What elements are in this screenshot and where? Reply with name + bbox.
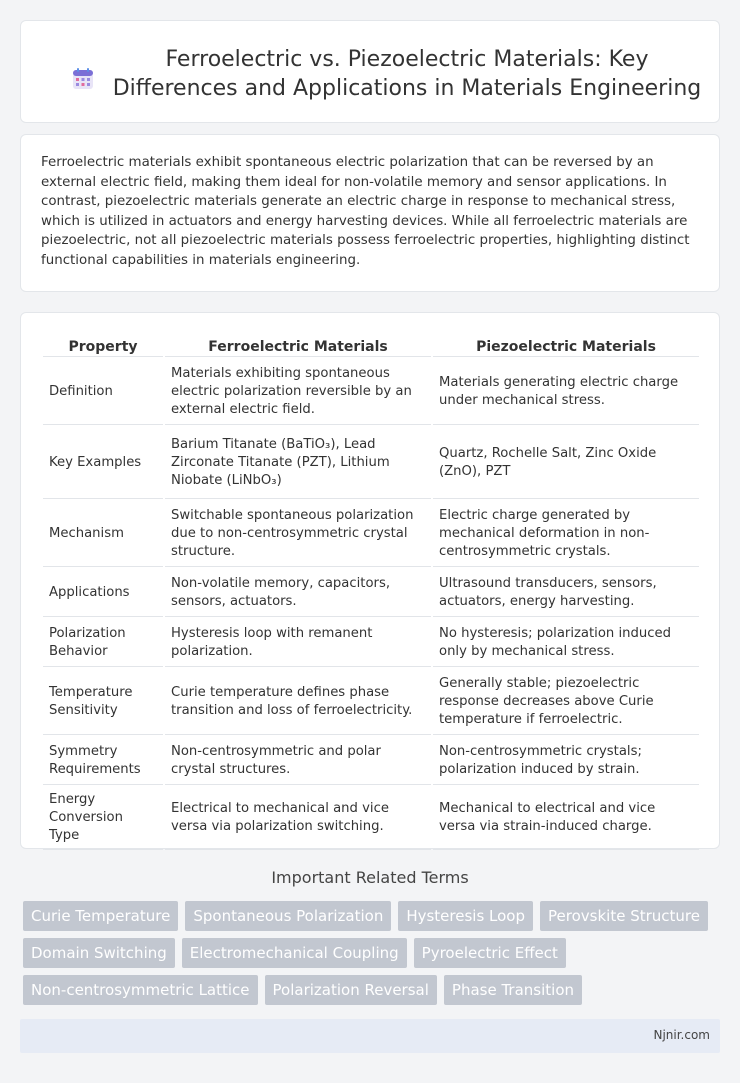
row-ferroelectric: Non-centrosymmetric and polar crystal structures. <box>165 737 431 785</box>
row-piezoelectric: No hysteresis; polarization induced only by mechanical stress. <box>433 619 699 667</box>
table-row <box>43 787 699 850</box>
related-terms-title: Important Related Terms <box>271 868 469 887</box>
row-property: Definition <box>43 359 163 425</box>
table-row <box>43 737 699 785</box>
related-term-tag[interactable]: Non-centrosymmetric Lattice <box>23 975 258 1005</box>
related-term-tag[interactable]: Phase Transition <box>444 975 582 1005</box>
intro-card <box>20 134 720 292</box>
row-piezoelectric: Ultrasound transducers, sensors, actuators, energy harvesting. <box>433 569 699 617</box>
row-property: Applications <box>43 569 163 617</box>
row-piezoelectric: Non-centrosymmetric crystals; polarization induced by strain. <box>433 737 699 785</box>
table-row <box>43 569 699 617</box>
row-ferroelectric: Hysteresis loop with remanent polarization. <box>165 619 431 667</box>
title-card <box>20 20 720 123</box>
comparison-table <box>41 331 701 852</box>
table-row <box>43 501 699 567</box>
related-term-tag[interactable]: Perovskite Structure <box>540 901 708 931</box>
table-row <box>43 427 699 499</box>
row-ferroelectric: Non-volatile memory, capacitors, sensors, actuators. <box>165 569 431 617</box>
table-row <box>43 359 699 425</box>
row-property: Temperature Sensitivity <box>43 669 163 735</box>
related-term-tag[interactable]: Electromechanical Coupling <box>182 938 407 968</box>
row-ferroelectric: Materials exhibiting spontaneous electric polarization reversible by an external electric field. <box>165 359 431 425</box>
row-ferroelectric: Curie temperature defines phase transition and loss of ferroelectricity. <box>165 669 431 735</box>
table-row <box>43 619 699 667</box>
intro-paragraph: Ferroelectric materials exhibit spontaneous electric polarization that can be reversed by an external electric field, making them ideal for non-volatile memory and sensor applications. In contrast, piezoelectric materials generate an electric charge in response to mechanical stress, which is utilized in actuators and energy harvesting devices. While all ferroelectric materials are piezoelectric, not all piezoelectric materials possess ferroelectric properties, highlighting distinct functional capabilities in materials engineering. <box>41 155 690 268</box>
footer-site-name[interactable]: Njnir.com <box>653 1028 710 1042</box>
related-term-tag[interactable]: Hysteresis Loop <box>398 901 533 931</box>
comparison-table-card <box>20 312 720 849</box>
row-piezoelectric: Electric charge generated by mechanical deformation in non-centrosymmetric crystals. <box>433 501 699 567</box>
row-property: Mechanism <box>43 501 163 567</box>
calendar-icon <box>71 67 95 91</box>
row-property: Symmetry Requirements <box>43 737 163 785</box>
row-ferroelectric: Switchable spontaneous polarization due to non-centrosymmetric crystal structure. <box>165 501 431 567</box>
table-row <box>43 669 699 735</box>
related-term-tag[interactable]: Domain Switching <box>23 938 175 968</box>
row-piezoelectric: Generally stable; piezoelectric response decreases above Curie temperature if ferroelectric. <box>433 669 699 735</box>
related-term-tag[interactable]: Spontaneous Polarization <box>185 901 391 931</box>
row-piezoelectric: Quartz, Rochelle Salt, Zinc Oxide (ZnO), PZT <box>433 427 699 499</box>
header-property: Property <box>43 333 163 357</box>
row-piezoelectric: Materials generating electric charge under mechanical stress. <box>433 359 699 425</box>
row-property: Key Examples <box>43 427 163 499</box>
related-term-tag[interactable]: Polarization Reversal <box>265 975 437 1005</box>
row-property: Polarization Behavior <box>43 619 163 667</box>
page-title: Ferroelectric vs. Piezoelectric Materials: Key Differences and Applications in Materials Engineering <box>112 47 702 101</box>
row-ferroelectric: Electrical to mechanical and vice versa via polarization switching. <box>165 787 431 850</box>
related-term-tag[interactable]: Pyroelectric Effect <box>414 938 566 968</box>
table-header-row <box>43 333 699 357</box>
row-property: Energy Conversion Type <box>43 787 163 850</box>
row-piezoelectric: Mechanical to electrical and vice versa via strain-induced charge. <box>433 787 699 850</box>
related-terms-list <box>23 901 723 1005</box>
row-ferroelectric: Barium Titanate (BaTiO₃), Lead Zirconate Titanate (PZT), Lithium Niobate (LiNbO₃) <box>165 427 431 499</box>
header-piezoelectric: Piezoelectric Materials <box>433 333 699 357</box>
related-term-tag[interactable]: Curie Temperature <box>23 901 178 931</box>
header-ferroelectric: Ferroelectric Materials <box>165 333 431 357</box>
footer <box>20 1019 720 1053</box>
